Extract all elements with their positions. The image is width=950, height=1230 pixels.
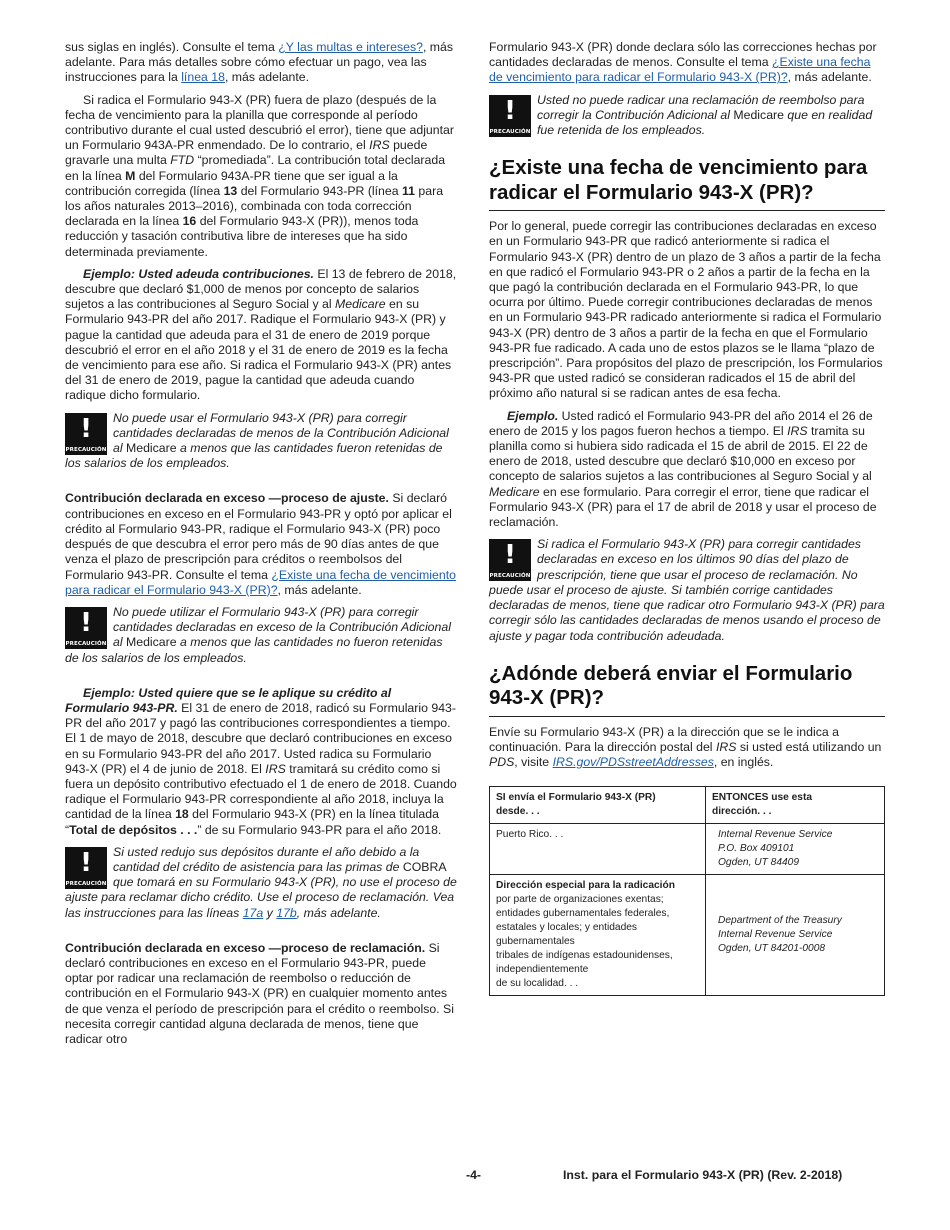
paragraph: Formulario 943-X (PR) donde declara sólo las correcciones hechas por cantidades declaradas de menos. Consulte el tema ¿Existe una fecha de vencimiento para radicar el Formulario 943-X (PR)?, más adelante.: [489, 40, 877, 85]
caution-icon: ! PRECAUCIÓN: [65, 847, 107, 887]
table-cell: Puerto Rico. . .: [490, 824, 706, 875]
link-fecha-vencimiento[interactable]: ¿Existe una fecha de vencimiento para radicar el Formulario 943-X (PR)?: [65, 567, 456, 597]
page-number: -4-: [466, 1168, 482, 1182]
table-row: [490, 824, 885, 875]
paragraph: Contribución declarada en exceso —proceso de reclamación. Si declaró contribuciones en exceso en el Formulario 943-PR, puede optar por radicar una reclamación de reembolso o reducción de contribución en el Formulario 943-X (PR) en cualquier momento antes de que venza el período de prescripción para el crédito o reembolso. Si necesita corregir cantidad alguna declarada de menos, tiene que radicar otro: [65, 940, 454, 1046]
link-pds-addresses[interactable]: IRS.gov/PDSstreetAddresses: [552, 755, 714, 770]
table-cell: Department of the Treasury Internal Revenue Service Ogden, UT 84201-0008: [706, 875, 885, 996]
link-linea-17a[interactable]: 17a: [242, 905, 264, 920]
caution-note: ! PRECAUCIÓN Si usted redujo sus depósitos durante el año debido a la cantidad del crédito de asistencia para las primas de COBRA que tomará en su Formulario 943-X (PR), no use el proceso de ajuste para reclamar dicho crédito. Use el proceso de reclamación. Vea las instrucciones para las líneas 17a y 17b, más adelante.: [65, 844, 457, 920]
caution-icon: ! PRECAUCIÓN: [489, 95, 531, 135]
paragraph: Por lo general, puede corregir las contribuciones declaradas en exceso en un Formulario 943-PR que radicó anteriormente si radica el Formulario 943-X (PR) dentro de un plazo de 3 años a partir de la fecha en que radicó el Formulario 943-PR o 2 años a partir de la fecha en la que pagó la contribución declarada en el Formulario 943-PR, lo que ocurra por último. Puede corregir contribuciones declaradas de menos en un Formulario 943-PR radicado anteriormente si radica el Formulario 943-X (PR) dentro de 3 años a partir de la fecha en que el Formulario 943-PR fue radicado. A cada uno de estos plazos se le llama “plazo de prescripción”. Para propósitos del plazo de prescripción, los Formularios 943-PR que usted radicó se consideran radicados el 15 de abril del próximo año natural si se radican antes de esa fecha.: [489, 219, 883, 401]
table-row: [490, 875, 885, 996]
link-fecha-vencimiento[interactable]: ¿Existe una fecha de vencimiento para radicar el Formulario 943-X (PR)?: [489, 55, 871, 85]
section-heading-vencimiento: ¿Existe una fecha de vencimiento para radicar el Formulario 943-X (PR)?: [489, 156, 885, 211]
paragraph: Envíe su Formulario 943-X (PR) a la dirección que se le indica a continuación. Para la dirección postal del IRS si usted está utilizando un PDS, visite IRS.gov/PDSstreetAddresses, en inglés.: [489, 724, 882, 770]
right-column: [489, 40, 885, 996]
table-header-cell: ENTONCES use esta dirección. . .: [706, 787, 885, 824]
paragraph: Ejemplo: Usted quiere que se le aplique su crédito al Formulario 943-PR. El 31 de enero de 2018, radicó su Formulario 943-PR del año 2017 y pagó las contribuciones correspondientes a tiempo. El 1 de mayo de 2018, descubre que declaró contribuciones en exceso en su Formulario 943-PR del año 2017. Usted radica su Formulario 943-X (PR) el 4 de junio de 2018. El IRS tramitará su crédito como si fuera un depósito contributivo efectuado el 1 de enero de 2018. Cuando radique el Formulario 943-PR correspondiente al año 2018, incluya la cantidad de la línea 18 del Formulario 943-X (PR) en la línea titulada “Total de depósitos . . .” de su Formulario 943-PR para el año 2018.: [65, 685, 457, 837]
caution-note: ! PRECAUCIÓN No puede usar el Formulario 943-X (PR) para corregir cantidades declaradas de menos de la Contribución Adicional al Medicare a menos que las cantidades fueron retenidas de los salarios de los empleados.: [65, 410, 449, 471]
caution-note: ! PRECAUCIÓN No puede utilizar el Formulario 943-X (PR) para corregir cantidades declaradas en exceso de la Contribución Adicional al Medicare a menos que las cantidades no fueron retenidas de los salarios de los empleados.: [65, 604, 451, 665]
link-linea-18[interactable]: línea 18: [181, 70, 225, 85]
link-multas-intereses[interactable]: ¿Y las multas e intereses?: [278, 40, 423, 54]
address-table: [489, 786, 885, 996]
caution-icon: ! PRECAUCIÓN: [489, 540, 531, 580]
paragraph: Ejemplo. Usted radicó el Formulario 943-PR del año 2014 el 26 de enero de 2015 y los pagos fueron hechos a tiempo. El IRS tramita su planilla como si hubiera sido radicada el 15 de abril de 2015. El 22 de enero de 2018, usted descubre que declaró $10,000 en exceso por concepto de salarios sujetos a las contribuciones al Seguro Social y al Medicare en ese formulario. Para corregir el error, tiene que radicar el Formulario 943-X (PR) para el 17 de abril de 2018 y usar el proceso de reclamación.: [489, 408, 877, 530]
section-heading-enviar: ¿Adónde deberá enviar el Formulario 943-X (PR)?: [489, 662, 885, 717]
caution-icon: ! PRECAUCIÓN: [65, 607, 107, 647]
paragraph: Si radica el Formulario 943-X (PR) fuera de plazo (después de la fecha de vencimiento para la planilla que corresponde al período contributivo durante el cual usted descubrió el error), tiene que adjuntar un Formulario 943A-PR enmendado. De lo contrario, el IRS puede gravarle una multa FTD “promediada”. La contribución total declarada en la línea M del Formulario 943A-PR tiene que ser igual a la contribución corregida (línea 13 del Formulario 943-PR (línea 11 para los años naturales 2013–2016), combinada con toda corrección declarada en la línea 16 del Formulario 943-X (PR)), menos toda reducción y tasación contributiva libre de intereses que ha sido determinada previamente.: [65, 92, 454, 259]
footer-title: Inst. para el Formulario 943-X (PR) (Rev. 2-2018): [563, 1168, 843, 1182]
paragraph: Contribución declarada en exceso —proceso de ajuste. Si declaró contribuciones en exceso en el Formulario 943-PR y optó por aplicar el crédito al Formulario 943-PR, radique el Formulario 943-X (PR) poco después de que descubra el error pero más de 90 días antes de que venza el plazo de prescripción para créditos o reembolsos del Formulario 943-PR. Consulte el tema ¿Existe una fecha de vencimiento para radicar el Formulario 943-X (PR)?, más adelante.: [65, 491, 456, 597]
paragraph: Ejemplo: Usted adeuda contribuciones. El 13 de febrero de 2018, descubre que declaró $1,000 de menos por concepto de salarios sujetos a las contribuciones al Seguro Social y al Medicare en su Formulario 943-PR del año 2017. Radique el Formulario 943-X (PR) y pague la cantidad que adeuda para el 31 de enero de 2019 porque descubrió el error en el año 2018 y el 31 de enero de 2019 es la fecha de vencimiento para ese año. Si radica el Formulario 943-X (PR) antes del 31 de enero de 2019, pague la cantidad que adeuda cuando radique dicho formulario.: [65, 266, 457, 403]
left-column: [65, 40, 457, 1054]
table-cell: Internal Revenue Service P.O. Box 409101 Ogden, UT 84409: [706, 824, 885, 875]
table-cell: Dirección especial para la radicación por parte de organizaciones exentas; entidades gubernamentales federales, estatales y locales; y entidades gubernamentales tribales de indígenas estadounidenses, independientemente de su localidad. . .: [490, 875, 706, 996]
caution-note: ! PRECAUCIÓN Usted no puede radicar una reclamación de reembolso para corregir la Contribución Adicional al Medicare que en realidad fue retenida de los empleados.: [489, 92, 873, 138]
paragraph: sus siglas en inglés). Consulte el tema ¿Y las multas e intereses?, más adelante. Para más detalles sobre cómo efectuar un pago, vea las instrucciones para la línea 18, más adelante.: [65, 40, 454, 85]
caution-note: ! PRECAUCIÓN Si radica el Formulario 943-X (PR) para corregir cantidades declaradas en exceso en los últimos 90 días del plazo de prescripción, tiene que usar el proceso de reclamación. No puede usar el proceso de ajuste. Si también corrige cantidades declaradas de menos, tiene que radicar otro Formulario 943-X (PR) para corregir sólo las cantidades declaradas de menos usando el proceso de ajuste y pagar toda contribución adeudada.: [489, 537, 885, 643]
table-header-cell: SI envía el Formulario 943-X (PR) desde. . .: [490, 787, 706, 824]
table-header-row: [490, 787, 885, 824]
caution-icon: ! PRECAUCIÓN: [65, 413, 107, 453]
link-linea-17b[interactable]: 17b: [276, 905, 297, 920]
